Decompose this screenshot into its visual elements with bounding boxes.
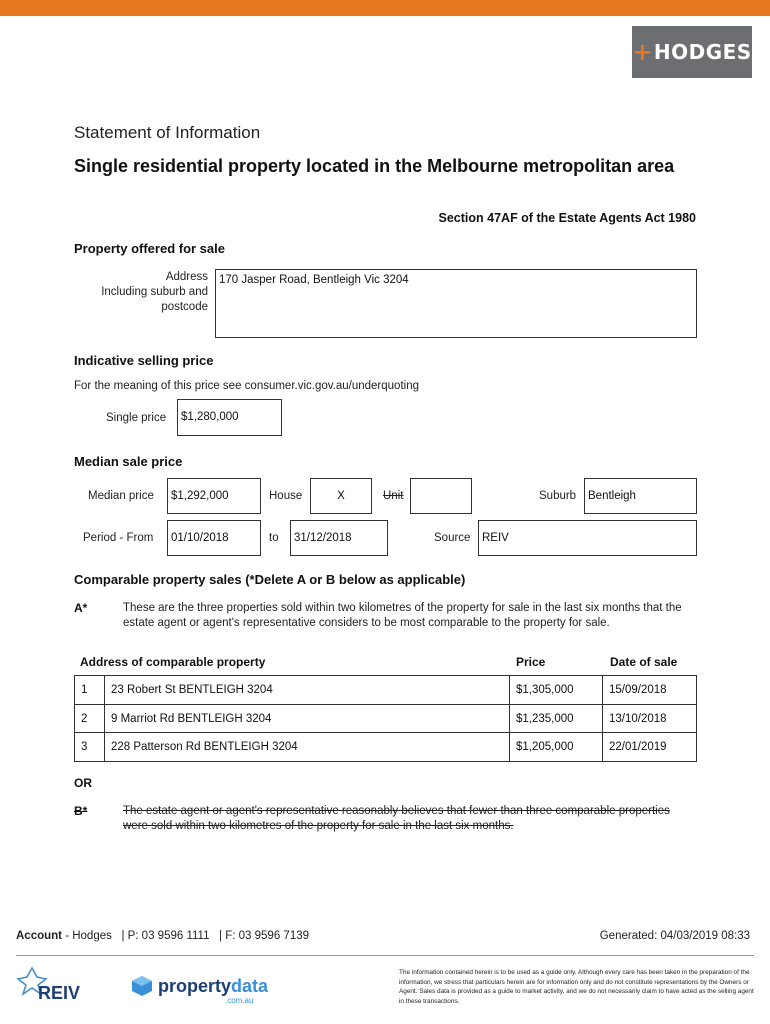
row-number: 1 (75, 676, 105, 705)
single-price-field[interactable]: $1,280,000 (177, 399, 282, 436)
document-title: Single residential property located in the Melbourne metropolitan area (74, 156, 675, 176)
account-label: Account (16, 930, 62, 942)
generated-timestamp: Generated: 04/03/2019 08:33 (599, 930, 750, 942)
single-price-label: Single price (106, 412, 167, 424)
row-address[interactable]: 9 Marriot Rd BENTLEIGH 3204 (105, 704, 510, 733)
account-line (16, 930, 309, 942)
table-row (75, 704, 697, 733)
row-number: 3 (75, 733, 105, 762)
source-field[interactable]: REIV (478, 520, 697, 556)
pd-logo-data: data (231, 976, 269, 996)
row-address[interactable]: 228 Patterson Rd BENTLEIGH 3204 (105, 733, 510, 762)
suburb-field[interactable]: Bentleigh (584, 478, 697, 514)
house-label: House (269, 490, 303, 502)
statement-heading: Statement of Information (74, 123, 261, 142)
pd-logo-property: property (158, 976, 232, 996)
median-price-field[interactable]: $1,292,000 (167, 478, 261, 514)
row-date[interactable]: 22/01/2019 (603, 733, 697, 762)
footer-divider (16, 955, 754, 956)
period-to-label: to (269, 532, 279, 544)
comparable-heading: Comparable property sales (*Delete A or B below as applicable) (74, 572, 466, 587)
reiv-logo (16, 966, 96, 1006)
address-label-line-1: Address (165, 271, 208, 283)
footer-disclaimer: The information contained herein is to be used as a guide only. Although every care has been taken in the preparation of the information, we stress that particulars herein are for information only and do not constitute representations by the Owners or Agent. Sales data is provided as a guide to market activity, and we do not necessarily claim to have acted as the selling agent in these transactions. (399, 969, 754, 1005)
period-from-label: Period - From (83, 532, 154, 544)
table-row (75, 733, 697, 762)
hodges-logo (632, 26, 752, 78)
col-price-header: Price (516, 655, 546, 669)
address-label-line-2: Including suburb and (101, 286, 208, 298)
unit-label: Unit (383, 490, 404, 502)
period-to-field[interactable]: 31/12/2018 (290, 520, 388, 556)
row-date[interactable]: 13/10/2018 (603, 704, 697, 733)
option-b-label: B* (74, 804, 88, 818)
option-a-text: These are the three properties sold within two kilometres of the property for sale in the last six months that the estate agent or agent's representative considers to be most comparable to the property for sale. (123, 602, 682, 629)
indicative-heading: Indicative selling price (74, 353, 214, 368)
row-address[interactable]: 23 Robert St BENTLEIGH 3204 (105, 676, 510, 705)
median-price-label: Median price (88, 490, 154, 502)
address-label-line-3: postcode (161, 301, 208, 313)
house-field[interactable]: X (310, 478, 372, 514)
pd-logo-domain: .com.au (225, 996, 254, 1005)
address-field[interactable]: 170 Jasper Road, Bentleigh Vic 3204 (215, 269, 697, 338)
row-number: 2 (75, 704, 105, 733)
option-b-text: The estate agent or agent's representative reasonably believes that fewer than three comparable properties were sold within two kilometres of the property for sale in the last six months. (123, 805, 670, 832)
source-label: Source (434, 532, 471, 544)
logo-text: HODGES (653, 40, 752, 64)
col-address-header: Address of comparable property (80, 655, 266, 669)
logo-plus: + (632, 38, 653, 66)
period-from-field[interactable]: 01/10/2018 (167, 520, 261, 556)
row-date[interactable]: 15/09/2018 (603, 676, 697, 705)
property-heading: Property offered for sale (74, 241, 225, 256)
row-price[interactable]: $1,205,000 (510, 733, 603, 762)
unit-field[interactable] (410, 478, 472, 514)
table-row (75, 676, 697, 705)
address-label (101, 270, 208, 315)
suburb-label: Suburb (539, 490, 577, 502)
option-a-label: A* (74, 601, 88, 615)
or-separator: OR (74, 776, 92, 790)
underquoting-note: For the meaning of this price see consumer.vic.gov.au/underquoting (74, 380, 419, 392)
median-heading: Median sale price (74, 454, 183, 469)
account-details: - Hodges | P: 03 9596 1111 | F: 03 9596 7139 (62, 930, 310, 942)
row-price[interactable]: $1,305,000 (510, 676, 603, 705)
comparable-sales-table (74, 675, 697, 762)
propertydata-logo (130, 970, 280, 1010)
propertydata-wordmark (158, 976, 268, 997)
row-price[interactable]: $1,235,000 (510, 704, 603, 733)
section-reference: Section 47AF of the Estate Agents Act 1980 (438, 211, 696, 225)
propertydata-cube-icon (130, 974, 154, 998)
col-date-header: Date of sale (610, 655, 678, 669)
reiv-logo-text: REIV (38, 983, 81, 1003)
top-accent-bar (0, 0, 770, 16)
